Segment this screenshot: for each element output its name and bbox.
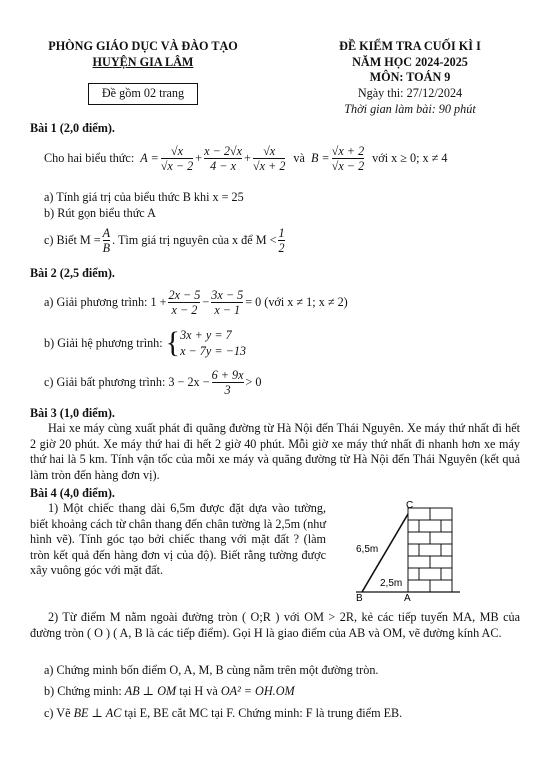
system-eq-1: 3x + y = 7 bbox=[180, 328, 232, 342]
brick-wall bbox=[408, 508, 452, 592]
bai2-c-pre: c) Giải bất phương trình: 3 − 2x − bbox=[44, 374, 210, 389]
bai2-c-post: > 0 bbox=[245, 374, 262, 389]
A-frac-3: $\frac{√x}{√x + 2}$ bbox=[252, 143, 286, 173]
bai2-b bbox=[44, 325, 246, 361]
eq-frac-2: $\frac{3x - 5}{x - 1}$ bbox=[211, 287, 244, 317]
bai4-c-post: tại E, BE cắt MC tại F. Chứng minh: F là trung điểm EB. bbox=[124, 706, 403, 720]
subject: MÔN: TOÁN 9 bbox=[369, 70, 451, 84]
exam-date: Ngày thi: 27/12/2024 bbox=[357, 86, 463, 100]
school-year: NĂM HỌC 2024-2025 bbox=[352, 55, 468, 69]
bai4-c bbox=[44, 706, 402, 721]
bai4-b-math1: AB ⊥ OM bbox=[124, 684, 177, 698]
bai2-b-pre: b) Giải hệ phương trình: bbox=[44, 335, 163, 350]
label-C: C bbox=[406, 500, 414, 511]
minus-sign: − bbox=[202, 294, 210, 309]
bai4-a: a) Chứng minh bốn điểm O, A, M, B cùng nằm trên một đường tròn. bbox=[44, 663, 379, 677]
half-frac: $\frac{1}{2}$ bbox=[278, 225, 285, 255]
expr-A-label: A = bbox=[140, 150, 159, 165]
and-word: và bbox=[293, 150, 305, 165]
A-frac-2: $\frac{x - 2√x}{4 - x}$ bbox=[204, 143, 243, 173]
bai2-a bbox=[44, 284, 348, 320]
bai4-b bbox=[44, 684, 295, 699]
bai1-b: b) Rút gọn biểu thức A bbox=[44, 206, 156, 220]
bai2-a-pre: a) Giải phương trình: 1 + bbox=[44, 294, 167, 309]
bai1-expressions: Cho hai biểu thức: A = $\frac{√x}{√x - 2}$ + $\frac{x - 2√x}{4 - x}$ + $\frac{√x}{√x + 2}$ và B = $\frac{√x + 2}{√x - 2}$ với x ≥ 0; x ≠ 4 bbox=[44, 143, 448, 173]
bai3-text: Hai xe máy cùng xuất phát đi quãng đường từ Hà Nội đến Thái Nguyên. Xe máy thứ nhất đi hết 2 giờ 20 phút. Xe máy thứ hai đi hết 2 giờ 40 phút. Mỗi giờ xe máy thứ nhất đi nhanh hơn xe máy thứ hai là 5 km. Tính vận tốc của mỗi xe máy và quãng đường từ Hà Nội đến Thái Nguyên (kết quả làm tròn đến hàng đơn vị). bbox=[30, 421, 520, 482]
district-name: HUYỆN GIA LÂM bbox=[92, 55, 194, 69]
bai1-c-mid: . Tìm giá trị nguyên của x để M < bbox=[112, 232, 277, 247]
bai1-intro: Cho hai biểu thức: bbox=[44, 150, 135, 165]
base-length-label: 2,5m bbox=[380, 578, 403, 589]
bai1-a: a) Tính giá trị của biểu thức B khi x = 25 bbox=[44, 190, 244, 204]
bai4-b-pre: b) Chứng minh: bbox=[44, 684, 122, 698]
bai4-title: Bài 4 (4,0 điểm). bbox=[30, 486, 115, 500]
A-frac-1: $\frac{√x}{√x - 2}$ bbox=[160, 143, 194, 173]
bai3-title: Bài 3 (1,0 điểm). bbox=[30, 406, 115, 420]
label-A: A bbox=[404, 593, 411, 602]
bai4-c-pre: c) Vẽ bbox=[44, 706, 71, 720]
system-equations bbox=[180, 327, 246, 359]
bai1-c-pre: c) Biết M = bbox=[44, 232, 101, 247]
system-eq-2: x − 7y = −13 bbox=[180, 344, 247, 358]
exam-duration: Thời gian làm bài: 90 phút bbox=[344, 102, 476, 116]
bai4-c-math: BE ⊥ AC bbox=[73, 706, 122, 720]
bai4-b-math2: OA² = OH.OM bbox=[220, 684, 295, 698]
bai1-title: Bài 1 (2,0 điểm). bbox=[30, 121, 115, 135]
eq-frac-1: $\frac{2x - 5}{x - 2}$ bbox=[168, 287, 201, 317]
exam-title: ĐỀ KIỂM TRA CUỐI KÌ I bbox=[339, 39, 481, 53]
bai2-c bbox=[44, 364, 262, 400]
ladder-length-label: 6,5m bbox=[356, 544, 379, 555]
bai2-a-post: = 0 (với x ≠ 1; x ≠ 2) bbox=[245, 294, 348, 309]
label-B: B bbox=[356, 593, 363, 602]
M-frac: $\frac{A}{B}$ bbox=[102, 225, 111, 255]
ineq-frac: $\frac{6 + 9x}{3}$ bbox=[211, 367, 244, 397]
expr-B-label: B = bbox=[310, 150, 330, 165]
bai2-title: Bài 2 (2,5 điểm). bbox=[30, 266, 115, 280]
condition: với x ≥ 0; x ≠ 4 bbox=[372, 150, 448, 165]
bai4-part2: 2) Từ điểm M nằm ngoài đường tròn ( O;R ) với OM > 2R, kẻ các tiếp tuyến MA, MB của đường tròn ( O ) ( A, B là các tiếp điểm). Gọi H là giao điểm của AB và OM, vẽ đường kính AC. bbox=[30, 610, 520, 640]
system-brace: { bbox=[165, 326, 181, 359]
bai1-c bbox=[44, 223, 287, 257]
department-name: PHÒNG GIÁO DỤC VÀ ĐÀO TẠO bbox=[48, 39, 238, 53]
pages-note: Đề gồm 02 trang bbox=[101, 86, 185, 100]
bai4-b-mid: tại H và bbox=[179, 684, 218, 698]
bai4-part1: 1) Một chiếc thang dài 6,5m được đặt dựa vào tường, biết khoảng cách từ chân thang đến chân tường là 2,5m (như hình vẽ). Tính góc tạo bởi chiếc thang với mặt đất ? (làm tròn kết quả đến hàng đơn vị của độ). Biết rằng tường được xây vuông góc với mặt đất. bbox=[30, 501, 326, 578]
ladder-figure bbox=[348, 500, 528, 602]
B-frac: $\frac{√x + 2}{√x - 2}$ bbox=[331, 143, 365, 173]
